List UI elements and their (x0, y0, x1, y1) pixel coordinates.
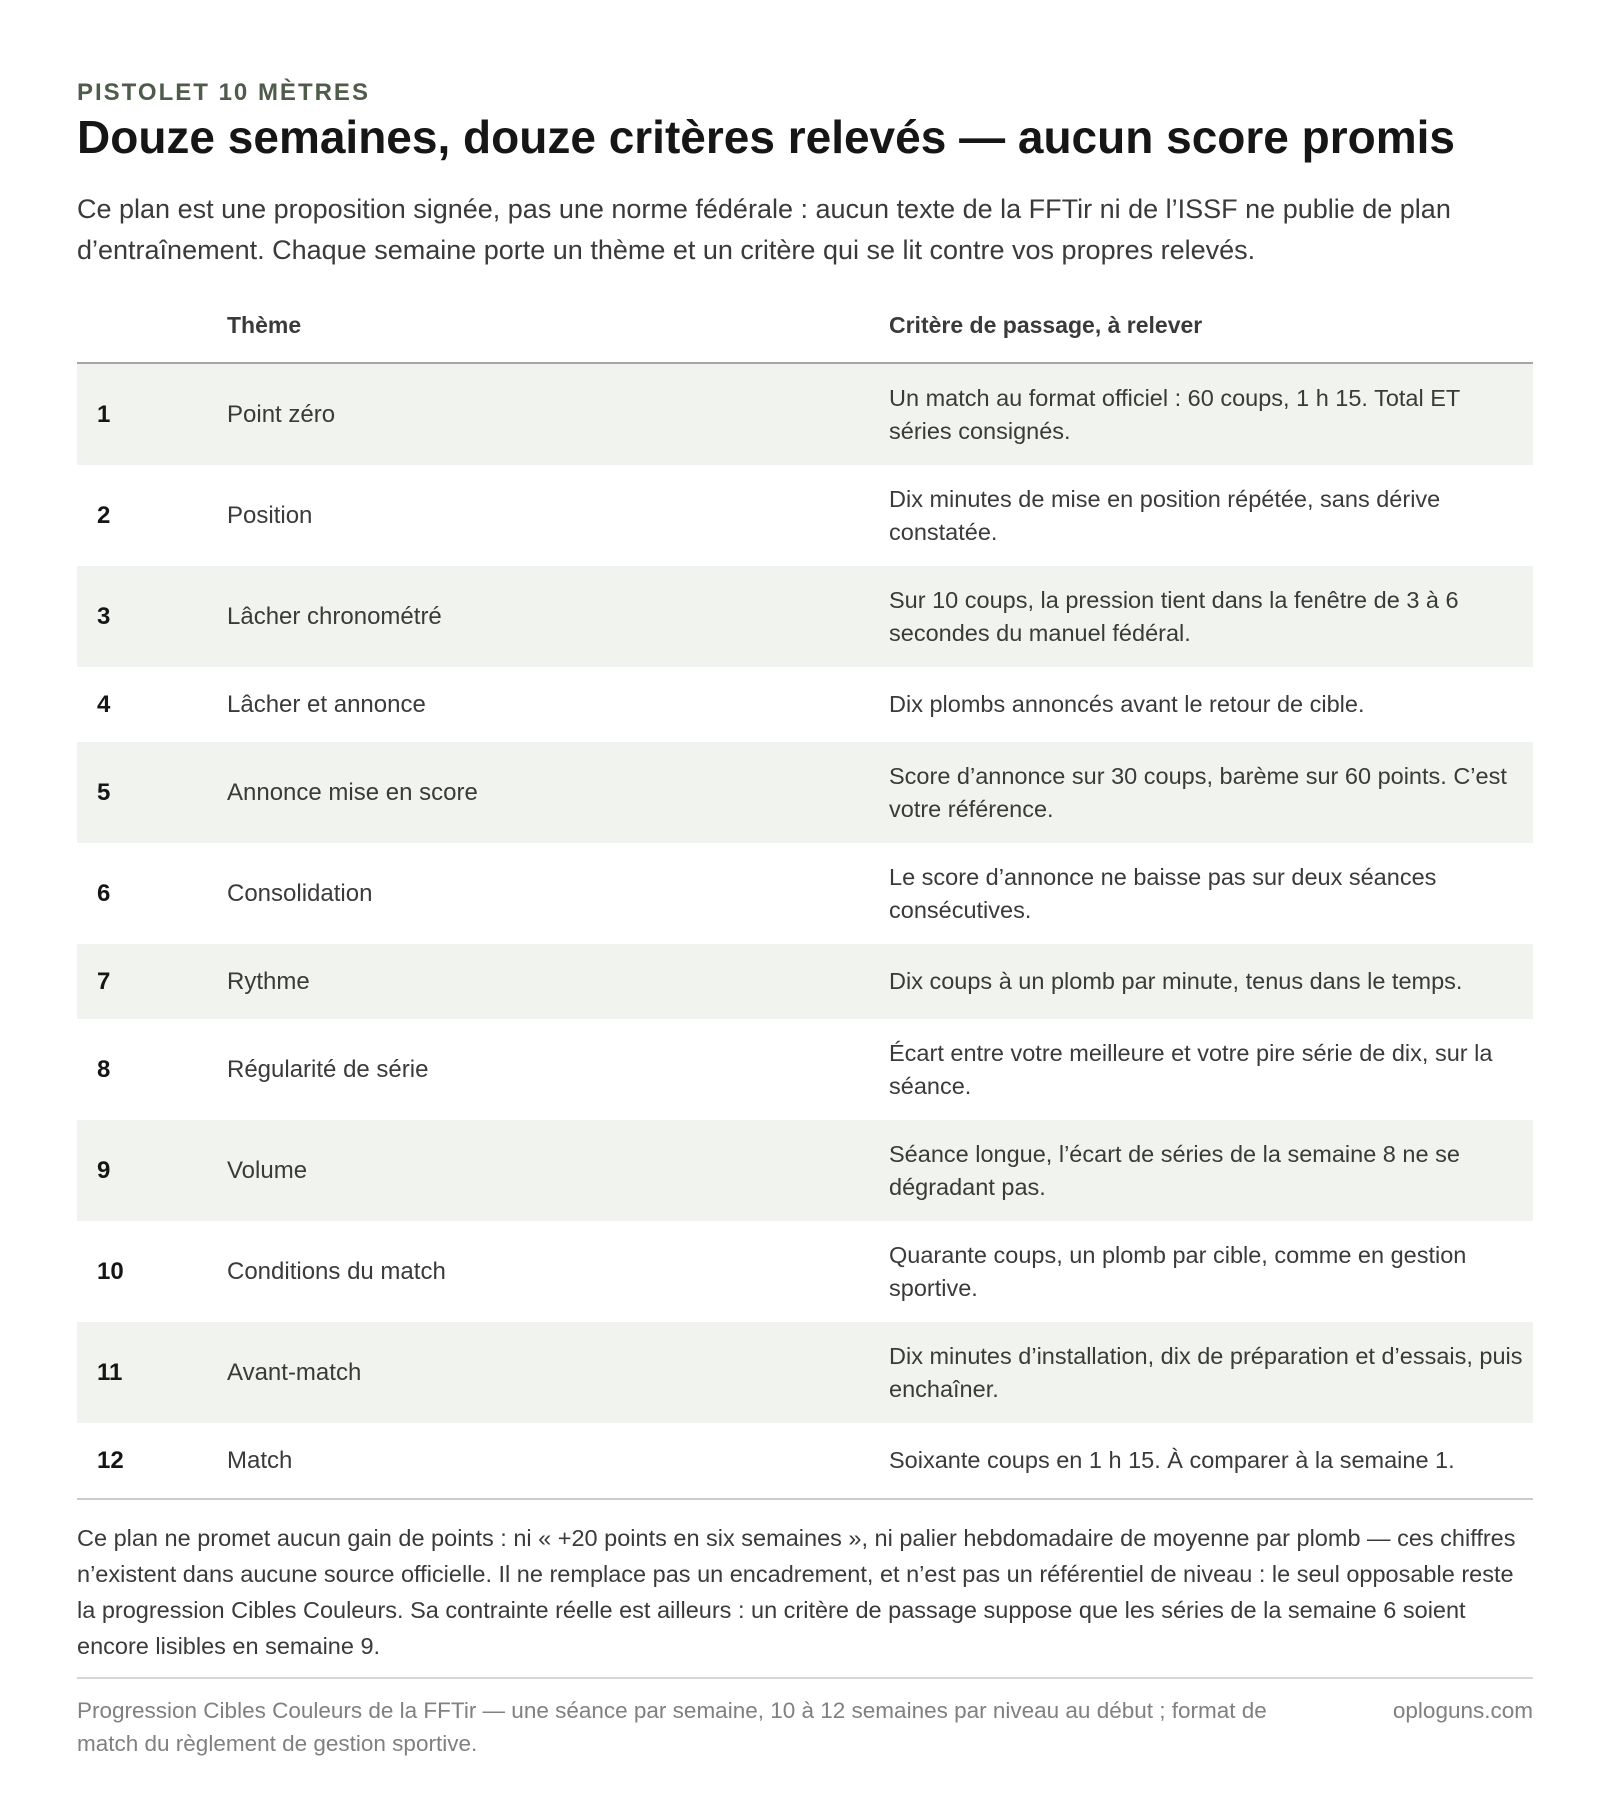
week-number: 2 (97, 501, 111, 529)
week-number: 12 (97, 1446, 124, 1474)
table-row (77, 1423, 1533, 1498)
week-criterion: Le score d’annonce ne baisse pas sur deux séances consécutives. (889, 863, 1437, 923)
week-criterion: Un match au format officiel : 60 coups, 1 h 15. Total ET séries consignés. (889, 384, 1460, 444)
week-theme: Régularité de série (227, 1055, 429, 1083)
table-row (77, 667, 1533, 742)
table-row (77, 364, 1533, 465)
site-credit: oploguns.com (1392, 1698, 1533, 1723)
table-row (77, 944, 1533, 1019)
week-number: 9 (97, 1156, 111, 1184)
week-number: 3 (97, 602, 111, 630)
week-criterion: Dix plombs annoncés avant le retour de cible. (889, 691, 1365, 717)
table-row (77, 1019, 1533, 1120)
disclaimer-paragraph: Ce plan ne promet aucun gain de points : ni « +20 points en six semaines », ni palier hebdomadaire de moyenne par plomb — ces chiffres n’existent dans aucune source officielle. Il ne remplace pas un encadrement, et n’est pas un référentiel de niveau : le seul opposable reste la progression Cibles Couleurs. Sa contrainte réelle est ailleurs : un critère de passage suppose que les séries de la semaine 6 soient encore lisibles en semaine 9. (77, 1525, 1516, 1659)
week-theme: Lâcher chronométré (227, 602, 442, 630)
week-number: 11 (97, 1358, 123, 1386)
table-row (77, 843, 1533, 944)
week-criterion: Sur 10 coups, la pression tient dans la fenêtre de 3 à 6 secondes du manuel fédéral. (889, 586, 1459, 646)
week-criterion: Écart entre votre meilleure et votre pire série de dix, sur la séance. (889, 1039, 1493, 1099)
week-theme: Match (227, 1446, 293, 1474)
source-note: Progression Cibles Couleurs de la FFTir — une séance par semaine, 10 à 12 semaines par niveau au début ; format de match du règlement de gestion sportive. (77, 1698, 1267, 1756)
week-theme: Position (227, 501, 313, 529)
week-theme: Conditions du match (227, 1257, 446, 1285)
week-number: 4 (97, 690, 111, 718)
week-criterion: Quarante coups, un plomb par cible, comme en gestion sportive. (889, 1241, 1467, 1301)
table-row (77, 566, 1533, 667)
week-number: 6 (97, 879, 111, 907)
table-row (77, 742, 1533, 843)
week-number: 1 (97, 400, 111, 428)
table-row (77, 1221, 1533, 1322)
column-header-theme: Thème (227, 312, 302, 338)
week-number: 10 (97, 1257, 124, 1285)
week-criterion: Séance longue, l’écart de séries de la semaine 8 ne se dégradant pas. (889, 1140, 1460, 1200)
table-row (77, 1120, 1533, 1221)
table-header (77, 300, 1533, 364)
week-number: 7 (97, 967, 111, 995)
week-criterion: Score d’annonce sur 30 coups, barème sur 60 points. C’est votre référence. (889, 762, 1507, 822)
intro-paragraph: Ce plan est une proposition signée, pas une norme fédérale : aucun texte de la FFTir ni de l’ISSF ne publie de plan d’entraînement. Chaque semaine porte un thème et un critère qui se lit contre vos propres relevés. (77, 194, 1451, 265)
week-theme: Volume (227, 1156, 308, 1184)
table-row (77, 1322, 1533, 1423)
week-criterion: Dix minutes d’installation, dix de préparation et d’essais, puis enchaîner. (889, 1342, 1523, 1402)
week-criterion: Soixante coups en 1 h 15. À comparer à la semaine 1. (889, 1447, 1455, 1473)
week-theme: Avant-match (227, 1358, 362, 1386)
week-theme: Rythme (227, 967, 310, 995)
column-header-criterion: Critère de passage, à relever (889, 312, 1203, 338)
week-theme: Lâcher et annonce (227, 690, 426, 718)
week-theme: Consolidation (227, 879, 373, 907)
week-theme: Annonce mise en score (227, 778, 478, 806)
week-number: 8 (97, 1055, 111, 1083)
table-bottom-rule (77, 1498, 1533, 1500)
table-row (77, 465, 1533, 566)
page-title: Douze semaines, douze critères relevés — aucun score promis (77, 111, 1456, 163)
footer-divider (77, 1677, 1533, 1679)
week-number: 5 (97, 778, 111, 806)
week-theme: Point zéro (227, 400, 336, 428)
week-criterion: Dix coups à un plomb par minute, tenus dans le temps. (889, 968, 1463, 994)
section-eyebrow: PISTOLET 10 MÈTRES (77, 79, 370, 106)
training-plan-table (77, 300, 1533, 1500)
week-criterion: Dix minutes de mise en position répétée, sans dérive constatée. (889, 485, 1441, 545)
